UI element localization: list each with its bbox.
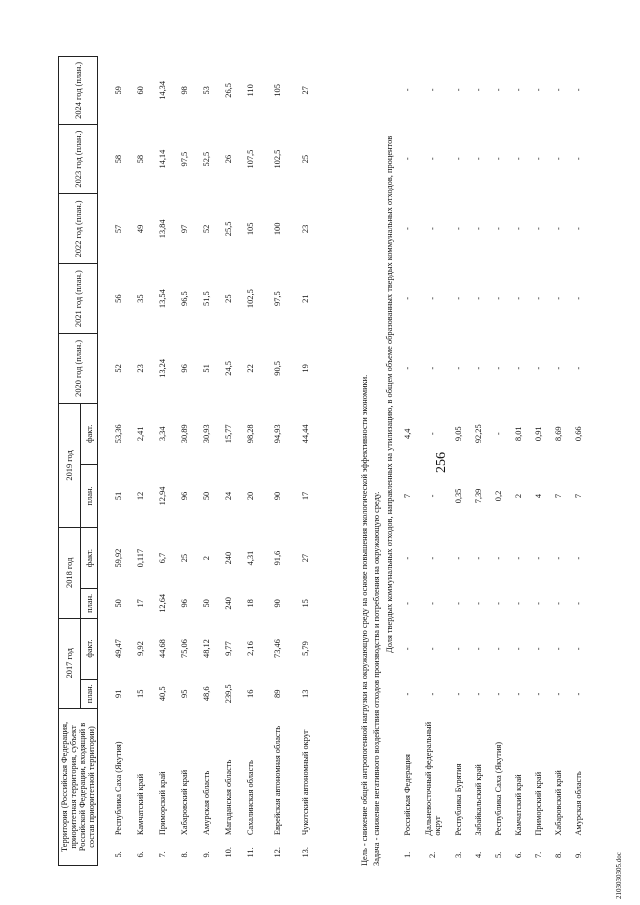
value-cell: - bbox=[402, 88, 412, 92]
value-cell: 53 bbox=[202, 86, 211, 95]
territory-name: Магаданская область bbox=[224, 759, 233, 836]
value-cell: 90 bbox=[273, 491, 282, 501]
value-cell: 4 bbox=[533, 493, 543, 499]
value-cell: 2,41 bbox=[136, 426, 145, 442]
value-cell: 7 bbox=[402, 493, 412, 499]
value-cell: 50 bbox=[202, 491, 211, 501]
value-cell: 23 bbox=[136, 364, 145, 373]
value-cell: 107,5 bbox=[246, 149, 255, 169]
table-row bbox=[528, 56, 548, 866]
table-row bbox=[448, 56, 468, 866]
plan-2020-header: 2020 год (план.) bbox=[59, 334, 98, 404]
plan-2022-header: 2022 год (план.) bbox=[59, 194, 98, 264]
table-row bbox=[508, 56, 528, 866]
table-row bbox=[262, 57, 294, 866]
value-cell: - bbox=[513, 366, 523, 370]
value-cell: - bbox=[553, 556, 563, 560]
value-cell: 44,68 bbox=[158, 639, 167, 658]
value-cell: 24,5 bbox=[224, 361, 233, 376]
value-cell: 18 bbox=[246, 599, 255, 608]
value-cell: 17 bbox=[136, 599, 145, 608]
row-number: 6. bbox=[513, 851, 523, 858]
value-cell: - bbox=[473, 157, 483, 161]
value-cell: 14,14 bbox=[158, 149, 167, 169]
value-cell: - bbox=[493, 157, 503, 161]
value-cell: 7,39 bbox=[473, 488, 483, 504]
value-cell: 57 bbox=[114, 224, 123, 234]
value-cell: 0,35 bbox=[453, 488, 463, 504]
fact-subheader: факт. bbox=[81, 403, 98, 464]
value-cell: - bbox=[493, 88, 503, 92]
value-cell: 17 bbox=[301, 491, 310, 501]
plan-2023-header: 2023 год (план.) bbox=[59, 124, 98, 194]
value-cell: 51 bbox=[114, 491, 123, 501]
table-row bbox=[196, 57, 218, 866]
value-cell: 90,5 bbox=[273, 361, 282, 376]
value-cell: 92,25 bbox=[473, 424, 483, 444]
value-cell: - bbox=[453, 157, 463, 161]
value-cell: - bbox=[402, 602, 412, 605]
value-cell: - bbox=[402, 556, 412, 560]
value-cell: - bbox=[513, 647, 523, 651]
plan-2024-header: 2024 год (план.) bbox=[59, 57, 98, 125]
table-row bbox=[397, 56, 417, 866]
plan-subheader: план. bbox=[81, 679, 98, 708]
value-cell: 15 bbox=[301, 599, 310, 608]
value-cell: 13,84 bbox=[158, 219, 167, 239]
value-cell: 25 bbox=[224, 294, 233, 303]
territory-name: Забайкальский край bbox=[473, 764, 483, 836]
value-cell: 51,5 bbox=[202, 291, 211, 306]
value-cell: - bbox=[573, 366, 583, 370]
value-cell: 20 bbox=[246, 491, 255, 501]
value-cell: - bbox=[513, 692, 523, 696]
value-cell: 100 bbox=[273, 222, 282, 236]
value-cell: 9,77 bbox=[224, 641, 233, 656]
value-cell: - bbox=[533, 157, 543, 161]
value-cell: - bbox=[533, 227, 543, 230]
value-cell: - bbox=[473, 88, 483, 92]
value-cell: - bbox=[428, 494, 437, 498]
value-cell: 27 bbox=[301, 86, 310, 95]
value-cell: - bbox=[453, 366, 463, 370]
territory-name: Республика Бурятия bbox=[453, 763, 463, 836]
value-cell: 91,6 bbox=[273, 550, 282, 566]
value-cell: 26 bbox=[224, 154, 233, 164]
value-cell: 97,5 bbox=[180, 151, 189, 167]
value-cell: - bbox=[513, 556, 523, 560]
territory-name: Республика Саха (Якутия) bbox=[493, 741, 503, 836]
row-number: 10. bbox=[224, 847, 233, 858]
value-cell: 0,117 bbox=[136, 548, 145, 568]
value-cell: 25 bbox=[180, 553, 189, 563]
value-cell: 2,16 bbox=[246, 641, 255, 656]
value-cell: - bbox=[493, 227, 503, 230]
row-number: 8. bbox=[553, 851, 563, 858]
territory-name: Российская Федерация bbox=[402, 754, 412, 836]
row-number: 6. bbox=[136, 851, 145, 858]
value-cell: 240 bbox=[224, 597, 233, 610]
row-number: 12. bbox=[273, 847, 282, 858]
value-cell: - bbox=[533, 88, 543, 92]
value-cell: 50 bbox=[114, 599, 123, 608]
value-cell: - bbox=[553, 602, 563, 605]
value-cell: 35 bbox=[136, 294, 145, 303]
value-cell: - bbox=[573, 602, 583, 605]
row-number: 1. bbox=[402, 851, 412, 858]
territory-name: Республика Саха (Якутия) bbox=[114, 741, 123, 836]
value-cell: 53,36 bbox=[114, 424, 123, 444]
value-cell: 52 bbox=[202, 224, 211, 234]
value-cell: 4,4 bbox=[402, 428, 412, 439]
value-cell: 9,05 bbox=[453, 426, 463, 442]
row-number: 9. bbox=[202, 851, 211, 858]
value-cell: - bbox=[473, 602, 483, 605]
value-cell: - bbox=[533, 297, 543, 300]
value-cell: 52,5 bbox=[202, 151, 211, 167]
value-cell: 22 bbox=[246, 364, 255, 373]
value-cell: - bbox=[573, 647, 583, 651]
value-cell: 94,93 bbox=[273, 424, 282, 444]
value-cell: 96 bbox=[180, 364, 189, 373]
value-cell: 49 bbox=[136, 224, 145, 234]
value-cell: 97,5 bbox=[273, 291, 282, 306]
value-cell: - bbox=[553, 297, 563, 300]
value-cell: - bbox=[493, 556, 503, 560]
value-cell: - bbox=[573, 157, 583, 161]
value-cell: 60 bbox=[136, 86, 145, 95]
value-cell: 59 bbox=[114, 86, 123, 95]
value-cell: 95 bbox=[180, 689, 189, 698]
value-cell: - bbox=[513, 602, 523, 605]
value-cell: - bbox=[473, 227, 483, 230]
value-cell: - bbox=[428, 602, 437, 605]
value-cell: 73,46 bbox=[273, 639, 282, 658]
row-number: 3. bbox=[453, 851, 463, 858]
value-cell: - bbox=[473, 297, 483, 300]
value-cell: 96 bbox=[180, 491, 189, 501]
table-row bbox=[174, 57, 196, 866]
value-cell: 98 bbox=[180, 86, 189, 95]
row-number: 9. bbox=[573, 851, 583, 858]
territory-name: Амурская область bbox=[202, 770, 211, 836]
task-text: Задача - снижение негативного воздействия отходов производства и потребления на окружающую среду. bbox=[372, 491, 381, 866]
value-cell: 27 bbox=[301, 553, 310, 563]
value-cell: - bbox=[402, 366, 412, 370]
value-cell: - bbox=[453, 88, 463, 92]
value-cell: 12,64 bbox=[158, 593, 167, 613]
value-cell: 96 bbox=[180, 599, 189, 608]
table-row bbox=[568, 56, 588, 866]
value-cell: 44,44 bbox=[301, 424, 310, 444]
value-cell: 98,28 bbox=[246, 424, 255, 444]
value-cell: - bbox=[453, 227, 463, 230]
value-cell: - bbox=[553, 366, 563, 370]
territory-name: Хабаровский край bbox=[180, 769, 189, 836]
table-row bbox=[417, 56, 448, 866]
value-cell: 239,5 bbox=[224, 684, 233, 704]
territory-name: Дальневосточный федеральный округ bbox=[423, 721, 442, 836]
value-cell: - bbox=[402, 157, 412, 161]
value-cell: - bbox=[533, 602, 543, 605]
value-cell: 75,06 bbox=[180, 639, 189, 658]
value-cell: - bbox=[573, 692, 583, 696]
value-cell: 7 bbox=[553, 493, 563, 499]
value-cell: 97 bbox=[180, 224, 189, 234]
value-cell: - bbox=[428, 88, 437, 92]
value-cell: - bbox=[553, 692, 563, 696]
value-cell: 89 bbox=[273, 689, 282, 698]
row-number: 2. bbox=[428, 851, 437, 858]
value-cell: - bbox=[533, 647, 543, 651]
value-cell: - bbox=[533, 556, 543, 560]
row-number: 4. bbox=[473, 851, 483, 858]
value-cell: - bbox=[533, 692, 543, 696]
value-cell: 24 bbox=[224, 491, 233, 501]
territory-header: Территория (Российская Федерация, приоритетная территория, субъект Российской Федерации, входящий в состав приоритетной территории) bbox=[59, 709, 98, 866]
value-cell: - bbox=[402, 647, 412, 651]
value-cell: - bbox=[428, 297, 437, 300]
value-cell: 102,5 bbox=[273, 149, 282, 169]
value-cell: 19 bbox=[301, 364, 310, 373]
goal-text: Цель - снижение общей антропогенной нагрузки на окружающую среду на основе повышения экологической эффективности экономики. bbox=[360, 374, 369, 866]
value-cell: - bbox=[428, 432, 437, 436]
year-2017-header: 2017 год bbox=[59, 618, 81, 708]
fact-subheader: факт. bbox=[81, 528, 98, 589]
value-cell: - bbox=[573, 297, 583, 300]
value-cell: - bbox=[493, 366, 503, 370]
value-cell: 59,92 bbox=[114, 548, 123, 568]
value-cell: - bbox=[533, 366, 543, 370]
value-cell: - bbox=[573, 88, 583, 92]
value-cell: - bbox=[493, 692, 503, 696]
value-cell: 2 bbox=[202, 556, 211, 561]
value-cell: - bbox=[473, 647, 483, 651]
value-cell: - bbox=[453, 297, 463, 300]
value-cell: 26,5 bbox=[224, 83, 233, 98]
value-cell: 8,01 bbox=[513, 426, 523, 442]
value-cell: 25 bbox=[301, 154, 310, 164]
table-row bbox=[240, 57, 262, 866]
value-cell: 96,5 bbox=[180, 291, 189, 306]
plan-subheader: план. bbox=[81, 589, 98, 618]
value-cell: 30,89 bbox=[180, 424, 189, 444]
table-row bbox=[468, 56, 488, 866]
territory-name: Еврейская автономная область bbox=[273, 725, 282, 836]
value-cell: - bbox=[513, 157, 523, 161]
table-row bbox=[108, 57, 130, 866]
territory-name: Амурская область bbox=[573, 771, 583, 836]
row-number: 8. bbox=[180, 851, 189, 858]
plan-subheader: план. bbox=[81, 464, 98, 527]
table-row bbox=[548, 56, 568, 866]
territory-name: Камчатский край bbox=[136, 773, 145, 836]
value-cell: - bbox=[402, 227, 412, 230]
value-cell: - bbox=[402, 692, 412, 696]
table-row bbox=[488, 56, 508, 866]
value-cell: 51 bbox=[202, 364, 211, 373]
value-cell: - bbox=[453, 556, 463, 560]
value-cell: - bbox=[553, 157, 563, 161]
value-cell: 0,2 bbox=[493, 490, 503, 502]
value-cell: 15,77 bbox=[224, 424, 233, 444]
table-row bbox=[294, 57, 318, 866]
row-number: 5. bbox=[493, 851, 503, 858]
value-cell: - bbox=[573, 227, 583, 230]
value-cell: 58 bbox=[136, 154, 145, 164]
value-cell: - bbox=[473, 366, 483, 370]
value-cell: 14,34 bbox=[158, 80, 167, 100]
value-cell: 30,93 bbox=[202, 424, 211, 444]
value-cell: 12 bbox=[136, 491, 145, 501]
value-cell: 23 bbox=[301, 224, 310, 234]
value-cell: 91 bbox=[114, 689, 123, 698]
footer-filename: 2103030305.doc bbox=[615, 852, 623, 899]
value-cell: - bbox=[513, 88, 523, 92]
value-cell: - bbox=[573, 556, 583, 560]
value-cell: 25,5 bbox=[224, 221, 233, 237]
value-cell: 0,66 bbox=[573, 426, 583, 442]
row-number: 7. bbox=[533, 851, 543, 858]
value-cell: - bbox=[402, 297, 412, 300]
value-cell: - bbox=[553, 647, 563, 651]
value-cell: - bbox=[473, 556, 483, 560]
value-cell: 52 bbox=[114, 364, 123, 373]
indicator-title: Доля твердых коммунальных отходов, направленных на утилизацию, в общем объеме образованных твердых коммунальных отходов, процентов bbox=[385, 135, 394, 653]
value-cell: - bbox=[428, 647, 437, 651]
page-number: 256 bbox=[434, 452, 449, 473]
value-cell: - bbox=[493, 432, 503, 436]
value-cell: 105 bbox=[273, 84, 282, 97]
value-cell: 0,91 bbox=[533, 426, 543, 442]
value-cell: 8,69 bbox=[553, 426, 563, 442]
value-cell: - bbox=[428, 366, 437, 370]
value-cell: 58 bbox=[114, 154, 123, 164]
value-cell: 13,54 bbox=[158, 289, 167, 309]
value-cell: - bbox=[428, 692, 437, 696]
value-cell: 90 bbox=[273, 599, 282, 608]
value-cell: 110 bbox=[246, 84, 255, 97]
value-cell: 12,94 bbox=[158, 486, 167, 506]
value-cell: 49,47 bbox=[114, 639, 123, 658]
value-cell: 13,24 bbox=[158, 358, 167, 378]
row-number: 13. bbox=[301, 847, 310, 858]
value-cell: 2 bbox=[513, 493, 523, 499]
value-cell: 240 bbox=[224, 551, 233, 565]
waste-indicator-table bbox=[397, 56, 588, 866]
value-cell: - bbox=[453, 692, 463, 696]
territory-name: Камчатский край bbox=[513, 774, 523, 836]
territory-name: Приморский край bbox=[533, 771, 543, 836]
value-cell: 3,34 bbox=[158, 426, 167, 442]
value-cell: 15 bbox=[136, 689, 145, 698]
value-cell: 105 bbox=[246, 222, 255, 236]
row-number: 5. bbox=[114, 851, 123, 858]
table-row bbox=[218, 57, 240, 866]
value-cell: - bbox=[428, 227, 437, 230]
row-number: 11. bbox=[246, 847, 255, 858]
value-cell: - bbox=[513, 297, 523, 300]
value-cell: - bbox=[428, 556, 437, 560]
table-row bbox=[152, 57, 174, 866]
value-cell: - bbox=[553, 227, 563, 230]
value-cell: 56 bbox=[114, 294, 123, 303]
value-cell: 48,6 bbox=[202, 686, 211, 702]
value-cell: 40,5 bbox=[158, 686, 167, 702]
table-row bbox=[130, 57, 152, 866]
fact-subheader: факт. bbox=[81, 618, 98, 679]
value-cell: 9,92 bbox=[136, 641, 145, 656]
value-cell: 50 bbox=[202, 599, 211, 608]
indicator-table bbox=[58, 56, 318, 866]
value-cell: 48,12 bbox=[202, 639, 211, 658]
value-cell: - bbox=[453, 647, 463, 651]
value-cell: 21 bbox=[301, 294, 310, 303]
value-cell: 102,5 bbox=[246, 289, 255, 309]
territory-name: Приморский край bbox=[158, 771, 167, 836]
value-cell: - bbox=[428, 157, 437, 161]
value-cell: - bbox=[493, 647, 503, 651]
value-cell: - bbox=[553, 88, 563, 92]
territory-name: Сахалинская область bbox=[246, 760, 255, 836]
value-cell: 5,79 bbox=[301, 641, 310, 656]
territory-name: Чукотский автономный округ bbox=[301, 729, 310, 836]
year-2019-header: 2019 год bbox=[59, 403, 81, 527]
value-cell: - bbox=[453, 602, 463, 605]
plan-2021-header: 2021 год (план.) bbox=[59, 264, 98, 334]
row-number: 7. bbox=[158, 851, 167, 858]
value-cell: 7 bbox=[573, 493, 583, 499]
value-cell: 16 bbox=[246, 689, 255, 698]
value-cell: - bbox=[513, 227, 523, 230]
value-cell: - bbox=[473, 692, 483, 696]
territory-name: Хабаровский край bbox=[553, 770, 563, 836]
value-cell: 4,31 bbox=[246, 550, 255, 566]
value-cell: - bbox=[493, 602, 503, 605]
value-cell: 6,7 bbox=[158, 552, 167, 564]
value-cell: 13 bbox=[301, 689, 310, 698]
year-2018-header: 2018 год bbox=[59, 528, 81, 618]
value-cell: - bbox=[493, 297, 503, 300]
